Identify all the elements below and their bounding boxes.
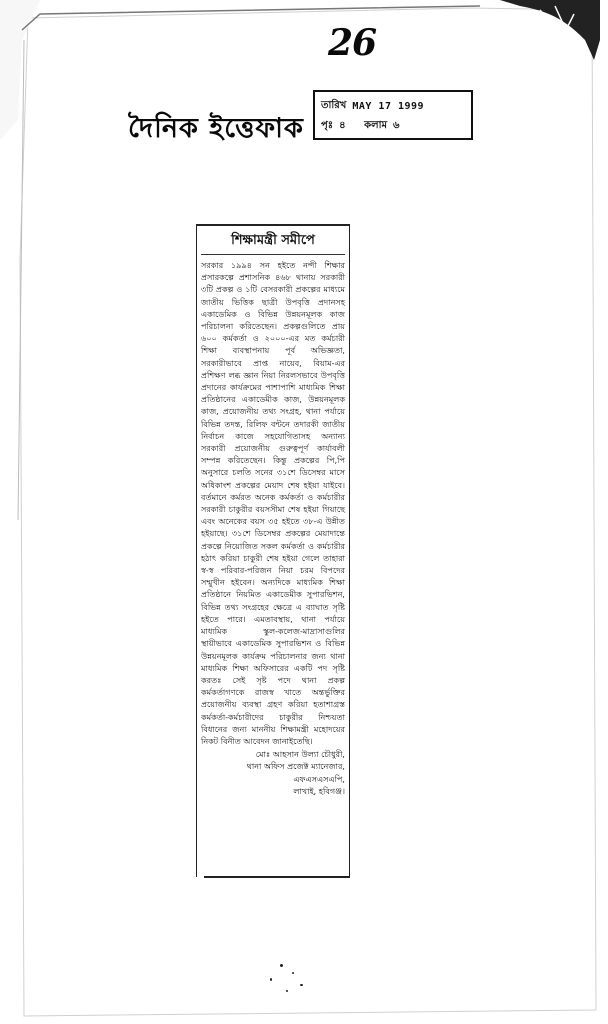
signature-org: এফএসএসএপি, xyxy=(293,773,345,784)
date-stamp xyxy=(313,90,473,140)
article-headline: শিক্ষামন্ত্রী সমীপে xyxy=(201,231,345,255)
article-clipping xyxy=(196,225,350,877)
scan-speck xyxy=(270,978,272,981)
article-signature xyxy=(201,748,345,797)
article-paragraph: সরকার ১৯৯৪ সন হইতে নন্দী শিক্ষার প্রসারকল্পে প্রশাসনিক ৪৬৮ থানায় সরকারী ৩টি প্রকল্প ও ১টি বেসরকারী প্রকল্পের মাধ্যমে জাতীয় ভিত্তিক ছাত্রী উপবৃত্তি প্রদানসহ একাডেমিক ও বিভিন্ন উন্নয়নমূলক কাজ পরিচালনা করিতেছেন। প্রকল্পগুলিতে প্রায় ৬০০ কর্মকর্তা ও ২০০০-এর মত কর্মচারী শিক্ষা ব্যবস্থাপনায় পূর্ব অভিজ্ঞতা, সরকারীভাবে প্রাপ্ত নায়েব, বিয়াম-এর প্রশিক্ষণ লব্ধ জ্ঞান নিয়া নিরলসভাবে উপবৃত্তি প্রদানের কার্যক্রমের পাশাপাশি মাধ্যমিক শিক্ষা প্রতিষ্ঠানের একাডেমীক কাজ, উন্নয়নমূলক কাজ, প্রয়োজনীয় তথ্য সংগ্রহ, থানা পর্যায়ে বিভিন্ন তদন্ত, রিলিফ বন্টনে তদারকী জাতীয় নির্বাচন কাজে সহযোগিতাসহ অন্যান্য সরকারী প্রয়োজনীয় গুরুত্বপূর্ণ কার্যাবলী সম্পন্ন করিতেছেন। কিন্তু প্রকল্পের পি,পি অনুসারে চলতি সনের ৩১শে ডিসেম্বর মাসে অধিকাংশ প্রকল্পের মেয়াদ শেষ হইয়া যাইবে। বর্তমানে কর্মরত অনেক কর্মকর্তা ও কর্মচারীর সরকারী চাকুরীর বয়সসীমা শেষ হইয়া গিয়াছে এবং অনেকের বয়স ৩৫ হইতে ৩৮-এ উন্নীত হইয়াছে। ৩১শে ডিসেম্বর প্রকল্পের মেয়াদান্তে প্রকল্পে নিয়োজিত সকল কর্মকর্তা ও কর্মচারীর হঠাৎ করিয়া চাকুরী শেষ হইয়া গেলে তাহারা স্ব-স্ব পরিবার-পরিজন নিয়া চরম বিপদের সম্মুখীন হইবেন। অন্যদিকে মাধ্যমিক শিক্ষা প্রতিষ্ঠানে নিয়মিত একাডেমীক সুপারভিশন, বিভিন্ন তথ্য সংগ্রহের ক্ষেত্রে এ ব্যাঘাত সৃষ্টি হইতে পারে। এমতাবস্থায়, থানা পর্যায়ে মাধ্যমিক স্কুল-কলেজ-মাদ্রাসাগুলির স্থায়ীভাবে একাডেমিক সুপারভিশন ও বিভিন্ন উন্নয়নমূলক কার্যক্রম পরিচালনার জন্য থানা মাধ্যমিক শিক্ষা অফিসারের একটি পদ সৃষ্টি করতঃ সেই সৃষ্ট পদে থানা প্রকল্প কর্মকর্তাগণকে রাজস্ব খাতে অন্তর্ভুক্তির প্রয়োজনীয় ব্যবস্থা গ্রহণ করিয়া হতাশাগ্রস্ত কর্মকর্তা-কর্মচারীদের চাকুরীর নিশ্চয়তা বিধানের জন্য মাননীয় শিক্ষামন্ত্রী মহোদয়ের নিকট বিনীত আবেদন জানাইতেছি। xyxy=(201,260,345,746)
scan-speck xyxy=(280,964,283,967)
clipping-bottom-border xyxy=(204,876,350,878)
scan-speck xyxy=(300,984,303,986)
date-label: তারিখ xyxy=(321,99,347,111)
page-value: ৪ xyxy=(339,119,347,131)
newspaper-name: দৈনিক ইত্তেফাক xyxy=(128,113,304,144)
signature-title: থানা অফিস প্রজেক্ট ম্যানেজার, xyxy=(246,761,345,772)
page-label: পৃঃ xyxy=(321,119,334,131)
scan-speck xyxy=(292,972,294,974)
column-value: ৬ xyxy=(393,119,401,131)
date-value: MAY 17 1999 xyxy=(352,100,425,112)
scan-speck xyxy=(286,990,288,992)
article-body xyxy=(201,259,345,747)
signature-location: লাখাই, হবিগঞ্জ। xyxy=(293,785,345,796)
signature-name: মোঃ আহসান উল্যা চৌধুরী, xyxy=(255,749,345,760)
column-label: কলাম xyxy=(364,119,388,131)
handwritten-page-number: 26 xyxy=(328,22,377,64)
